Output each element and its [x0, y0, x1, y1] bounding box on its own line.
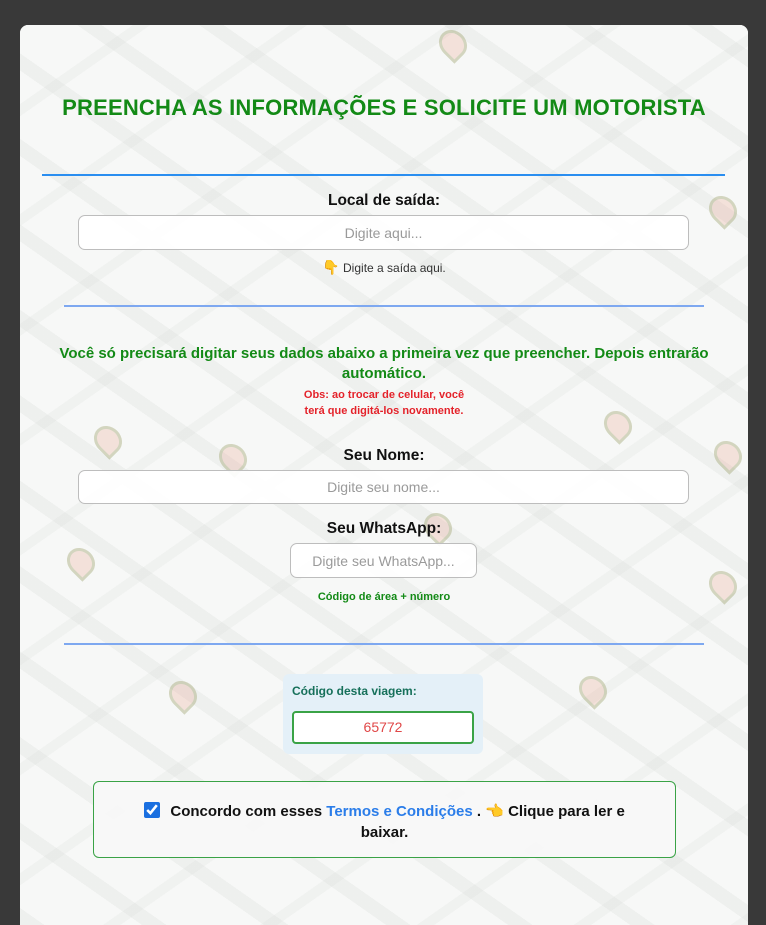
departure-input[interactable] — [78, 215, 689, 250]
pointing-left-hand-icon: 👈 — [485, 803, 504, 820]
first-time-notice: Você só precisará digitar seus dados abaixo a primeira vez que preencher. Depois entrarão automático. — [59, 345, 709, 382]
warning-line-1: Obs: ao trocar de celular, você — [303, 389, 465, 401]
terms-separator: . — [476, 803, 482, 820]
section-divider — [64, 305, 704, 307]
warning-line-2: terá que digitá-los novamente. — [304, 405, 464, 417]
page-title: PREENCHA AS INFORMAÇÕES E SOLICITE UM MOTORISTA — [62, 95, 706, 120]
terms-prefix: Concordo com esses — [170, 803, 323, 820]
trip-code-label: Código desta viagem: — [292, 684, 417, 698]
phone-change-warning — [20, 387, 748, 419]
section-divider — [64, 643, 704, 645]
whatsapp-label: Seu WhatsApp: — [326, 520, 442, 537]
form-card — [20, 25, 748, 925]
section-divider — [42, 174, 725, 176]
departure-hint — [20, 259, 748, 276]
name-input[interactable] — [78, 470, 689, 504]
whatsapp-input[interactable] — [290, 543, 477, 578]
trip-code-panel — [283, 674, 483, 754]
departure-label: Local de saída: — [328, 192, 440, 209]
name-label: Seu Nome: — [343, 447, 425, 464]
terms-suffix: Clique para ler e baixar. — [360, 803, 625, 841]
terms-agreement-box — [93, 781, 676, 858]
pointing-down-hand-icon: 👇 — [322, 259, 340, 275]
trip-code-value: 65772 — [292, 711, 474, 744]
terms-link[interactable]: Termos e Condições — [326, 803, 473, 820]
whatsapp-hint: Código de área + número — [317, 591, 451, 603]
departure-hint-text: Digite a saída aqui. — [343, 261, 446, 275]
terms-checkbox[interactable] — [144, 802, 160, 818]
